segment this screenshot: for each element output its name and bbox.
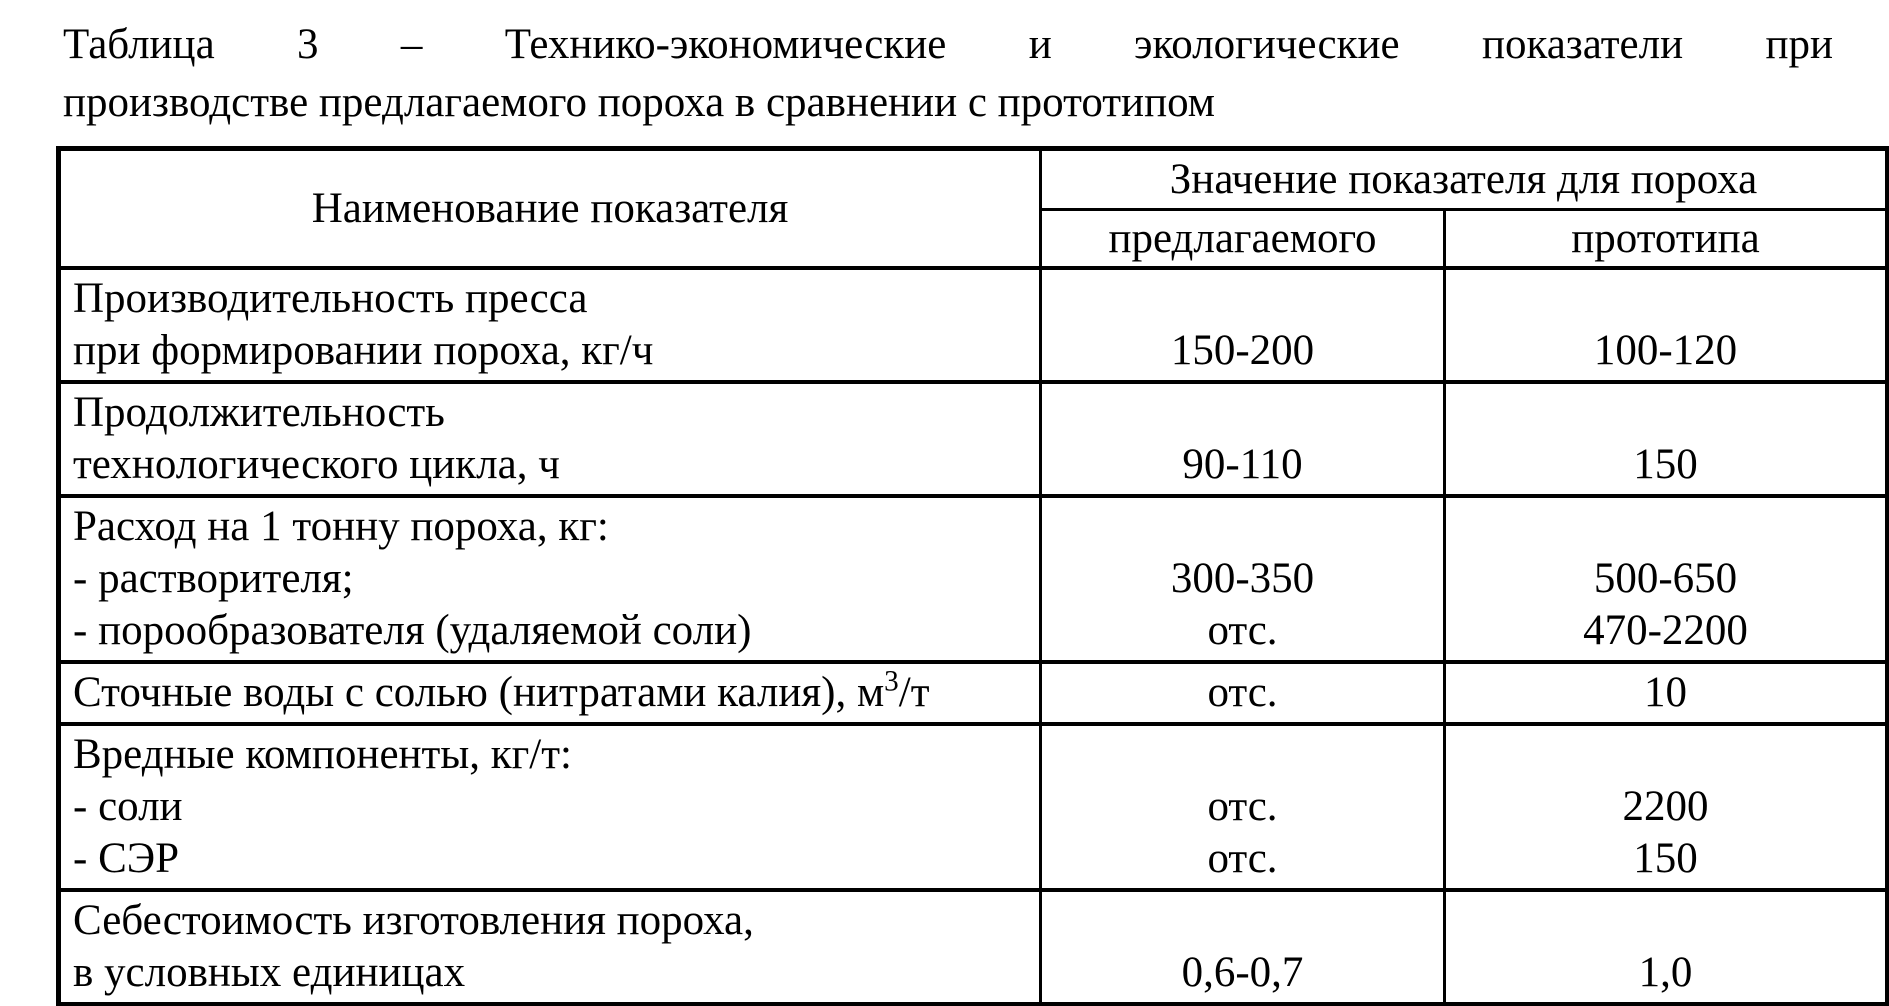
indicator-name-cell [59,724,1041,890]
header-row-group [59,149,1888,210]
indicator-name-line: Сточные воды с солью (нитратами калия), $м^3/т$ [73,665,930,716]
column-header-value-group: Значение показателя для пороха [1041,149,1888,210]
value-proposed-cell [1041,268,1445,382]
value-proposed-cell [1041,496,1445,662]
value-prototype-cell [1445,496,1888,662]
indicator-name-line: - порообразователя (удаляемой соли) [73,607,752,654]
indicator-name-line: Вредные компоненты, кг/т: [73,731,572,778]
column-header-indicator-name: Наименование показателя [59,149,1041,269]
value-prototype-cell [1445,890,1888,1005]
table-header [59,149,1888,269]
indicator-name-line: - СЭР [73,835,180,882]
value-proposed-cell [1041,724,1445,890]
value-prototype-line: 10 [1644,669,1687,716]
value-prototype-cell [1445,724,1888,890]
indicator-name-line: в условных единицах [73,949,466,996]
value-proposed-line: 300-350 [1170,555,1315,602]
table-body [59,268,1888,1005]
value-prototype-line: 2200 [1622,783,1709,830]
value-prototype-line: 500-650 [1593,555,1738,602]
value-proposed-line: 0,6-0,7 [1181,949,1304,996]
indicator-name-line: - соли [73,783,183,830]
table-row [59,382,1888,496]
value-proposed-line: отс. [1207,783,1278,830]
indicator-name-line: Себестоимость изготовления пороха, [73,897,754,944]
value-prototype-line: 470-2200 [1583,607,1748,654]
caption-line-2: производстве предлагаемого пороха в сравнении с прототипом [63,79,1215,126]
indicator-name-cell [59,890,1041,1005]
value-proposed-line: отс. [1207,607,1278,654]
indicator-name-cell [59,496,1041,662]
indicator-name-cell [59,662,1041,724]
value-prototype-cell [1445,382,1888,496]
value-proposed-line: 150-200 [1170,327,1315,374]
indicator-name-cell [59,382,1041,496]
table-row [59,724,1888,890]
value-prototype-line: 150 [1633,441,1698,488]
caption-line-1: Таблица 3 – Технико-экономические и экологические показатели при [63,21,1833,68]
value-prototype-line: 100-120 [1593,327,1738,374]
value-proposed-cell [1041,382,1445,496]
table-row [59,268,1888,382]
table-row [59,662,1888,724]
value-proposed-line: 90-110 [1182,441,1303,488]
indicator-name-line: - растворителя; [73,555,354,602]
table-row [59,496,1888,662]
indicators-table [56,146,1889,1006]
value-prototype-cell [1445,268,1888,382]
value-prototype-cell [1445,662,1888,724]
indicator-name-line: Продолжительность [73,389,445,436]
value-proposed-line: отс. [1207,669,1278,716]
indicator-name-line: при формировании пороха, кг/ч [73,327,654,374]
value-prototype-line: 150 [1633,835,1698,882]
value-proposed-line: отс. [1207,835,1278,882]
indicator-name-cell [59,268,1041,382]
indicator-name-line: Расход на 1 тонну пороха, кг: [73,503,609,550]
value-prototype-line: 1,0 [1638,949,1693,996]
indicator-name-line: технологического цикла, ч [73,441,560,488]
column-header-prototype: прототипа [1445,210,1888,269]
indicator-name-line: Производительность пресса [73,275,588,322]
table-caption [63,16,1833,132]
value-proposed-cell [1041,662,1445,724]
column-header-proposed: предлагаемого [1041,210,1445,269]
value-proposed-cell [1041,890,1445,1005]
table-row [59,890,1888,1005]
